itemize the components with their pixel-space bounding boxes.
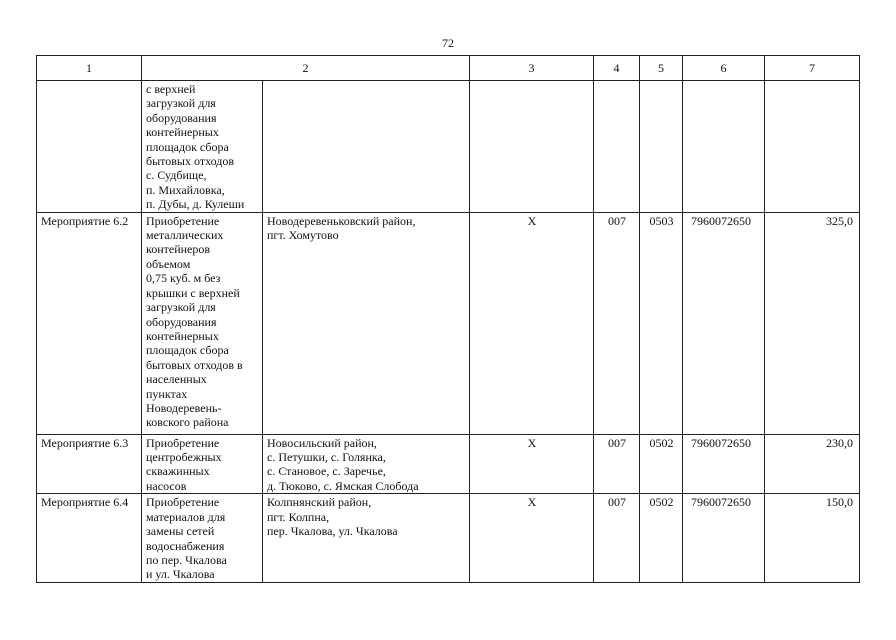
activity-description: Приобретение металлических контейнеров объемом 0,75 куб. м без крышки с верхней загрузкой для оборудования контейнерных площадок сбора бытовых отходов в населенных пунктах Новодеревень- ковского района [142,212,263,434]
cell-col4: 007 [594,434,640,494]
table-row-6-2 [37,212,860,434]
header-cell-5: 5 [640,56,683,81]
table-row-continuation [37,81,860,213]
activity-name: Мероприятие 6.3 [37,434,142,494]
cell-col3 [470,81,594,213]
activity-description: Приобретение центробежных скважинных насосов [142,434,263,494]
header-cell-1: 1 [37,56,142,81]
cell-col3: Х [470,494,594,582]
cell-col5: 0502 [640,434,683,494]
header-cell-2: 2 [142,56,470,81]
header-cell-6: 6 [683,56,765,81]
activity-location: Колпнянский район, пгт. Колпна, пер. Чкалова, ул. Чкалова [263,494,470,582]
cell-col3: Х [470,212,594,434]
cell-col3: Х [470,434,594,494]
activity-name [37,81,142,213]
cell-col6: 7960072650 [683,434,765,494]
cell-col6: 7960072650 [683,212,765,434]
activity-location [263,81,470,213]
cell-col5: 0502 [640,494,683,582]
cell-col7: 230,0 [765,434,860,494]
header-row [37,56,860,81]
header-cell-3: 3 [470,56,594,81]
cell-col6 [683,81,765,213]
cell-col7 [765,81,860,213]
cell-col5: 0503 [640,212,683,434]
cell-col5 [640,81,683,213]
activity-location: Новосильский район, с. Петушки, с. Голянка, с. Становое, с. Заречье, д. Тюково, с. Ямская Слобода [263,434,470,494]
cell-col4 [594,81,640,213]
table-row-6-3 [37,434,860,494]
cell-col7: 325,0 [765,212,860,434]
budget-table [36,55,860,583]
header-cell-7: 7 [765,56,860,81]
table-row-6-4 [37,494,860,582]
activity-name: Мероприятие 6.2 [37,212,142,434]
activity-description: с верхней загрузкой для оборудования контейнерных площадок сбора бытовых отходов с. Судбище, п. Михайловка, п. Дубы, д. Кулеши [142,81,263,213]
cell-col4: 007 [594,494,640,582]
cell-col6: 7960072650 [683,494,765,582]
activity-name: Мероприятие 6.4 [37,494,142,582]
activity-description: Приобретение материалов для замены сетей водоснабжения по пер. Чкалова и ул. Чкалова [142,494,263,582]
activity-location: Новодеревеньковский район, пгт. Хомутово [263,212,470,434]
cell-col4: 007 [594,212,640,434]
cell-col7: 150,0 [765,494,860,582]
page-number: 72 [442,36,454,50]
header-cell-4: 4 [594,56,640,81]
